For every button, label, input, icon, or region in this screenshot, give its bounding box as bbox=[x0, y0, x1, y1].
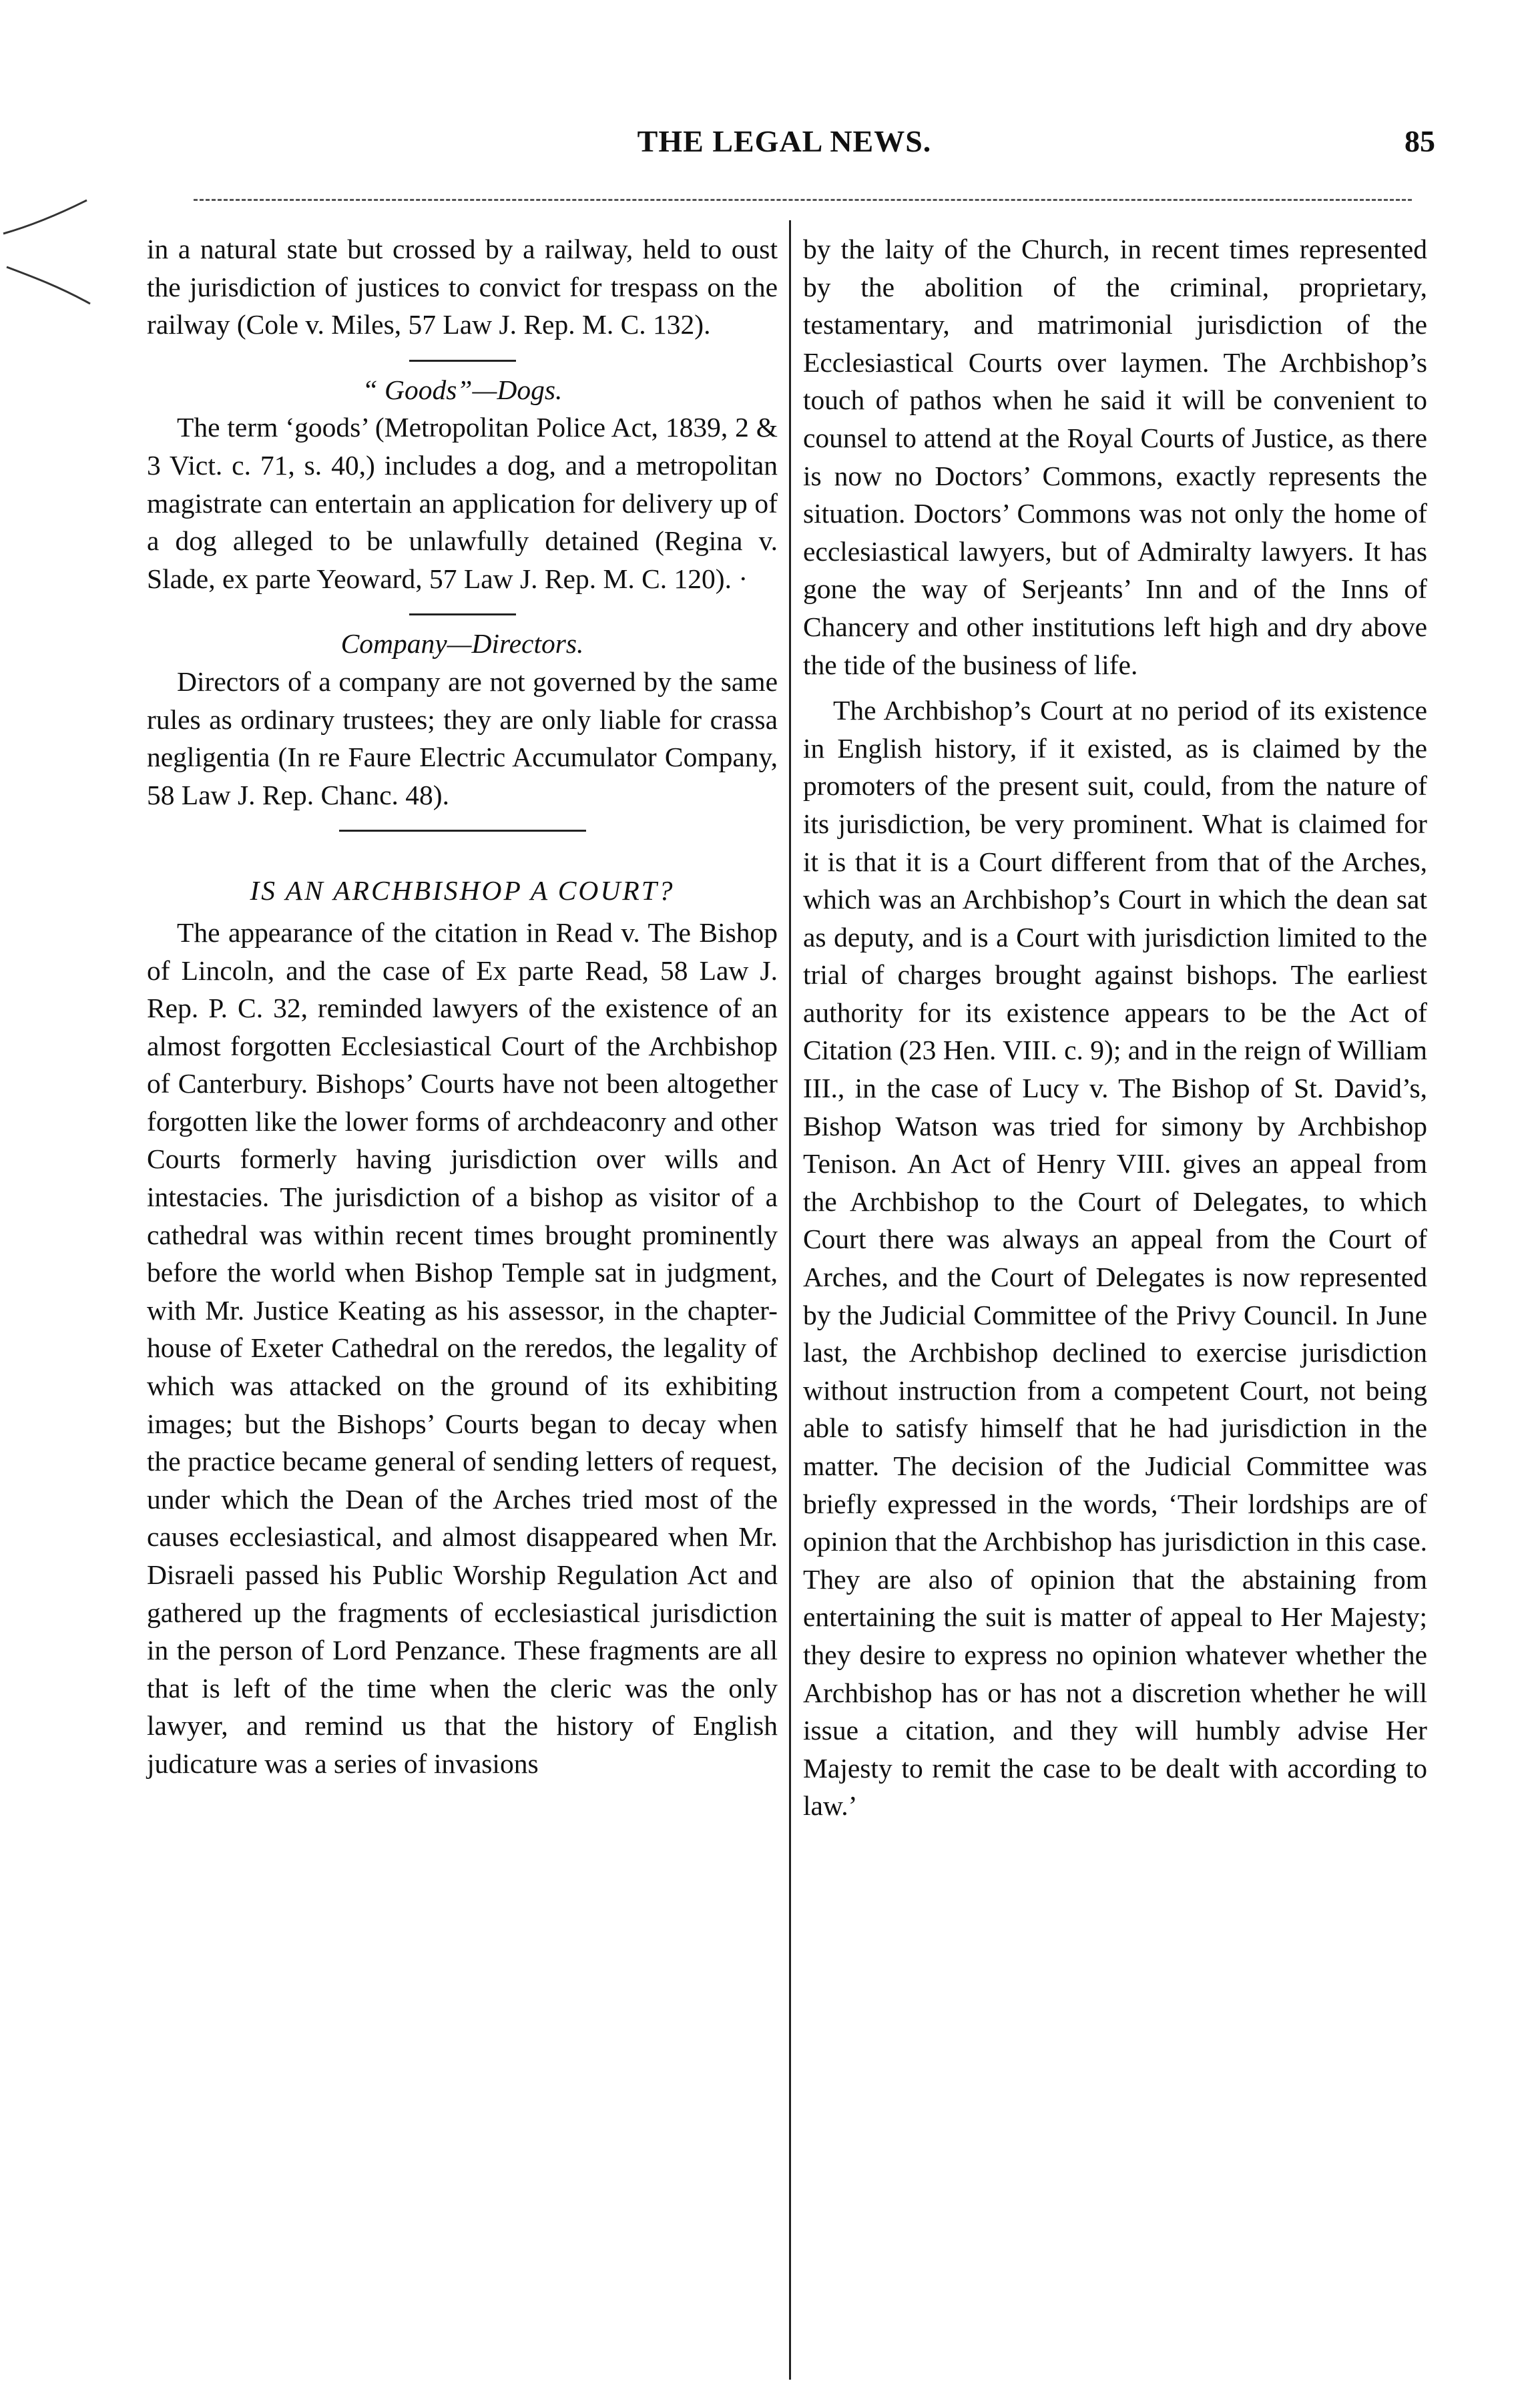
continuation-paragraph: in a natural state but crossed by a railway, held to oust the jurisdiction of justices to convict for trespass on the railway (Cole v. Miles, 57 Law J. Rep. M. C. 132). bbox=[147, 234, 778, 340]
page-number: 85 bbox=[1404, 124, 1435, 158]
left-column bbox=[147, 230, 778, 1783]
section-heading-goods-dogs: “ Goods”—Dogs. bbox=[362, 374, 563, 405]
article-paragraph: The Archbishop’s Court at no period of its existence in English history, if it existed, as is claimed by the promoters of the present suit, could, from the nature of its jurisdiction, be very prominent. What is claimed for it is that it is a Court different from that of the Arches, which was an Archbishop’s Court in which the dean sat as deputy, and is a Court with jurisdiction limited to the trial of charges brought against bishops. The earliest authority for its existence appears to be the Act of Citation (23 Hen. VIII. c. 9); and in the reign of William III., in the case of Lucy v. The Bishop of St. David’s, Bishop Watson was tried for simony by Archbishop Tenison. An Act of Henry VIII. gives an appeal from the Archbishop to the Court of Delegates, to which Court there was always an appeal from the Court of Arches, and the Court of Delegates is now represented by the Judicial Committee of the Privy Council. In June last, the Archbishop declined to exercise jurisdiction without instruction from a competent Court, not being able to satisfy himself that he had jurisdiction in the matter. The decision of the Judicial Committee was briefly expressed in the words, ‘Their lordships are of opinion that the Archbishop has jurisdiction in this case. They are also of opinion that the abstaining from entertaining the suit is matter of appeal to Her Majesty; they desire to express no opinion whatever whether the Archbishop has or has not a discretion whether he will issue a citation, and they will humbly advise Her Majesty to remit the case to be dealt with according to law.’ bbox=[803, 695, 1427, 1822]
article-title: IS AN ARCHBISHOP A COURT? bbox=[250, 875, 675, 906]
header-rule bbox=[194, 199, 1412, 201]
section-body-company-directors: Directors of a company are not governed by the same rules as ordinary trustees; they are only liable for crassa negligentia (In re Faure Electric Accumulator Company, 58 Law J. Rep. Chanc. 48). bbox=[147, 666, 778, 810]
section-divider bbox=[409, 360, 516, 362]
article-paragraph: by the laity of the Church, in recent times represented by the abolition of the criminal, proprietary, testamentary, and matrimonial jurisdiction of the Ecclesiastical Courts over laymen. The Archbishop’s touch of pathos when he said it will be convenient to counsel to attend at the Royal Courts of Justice, as there is now no Doctors’ Commons, exactly represents the situation. Doctors’ Commons was not only the home of ecclesiastical lawyers, but of Admiralty lawyers. It has gone the way of Serjeants’ Inn and of the Inns of Chancery and other institutions left high and dry above the tide of the business of life. bbox=[803, 234, 1427, 680]
article-divider bbox=[339, 830, 586, 832]
section-heading-company-directors: Company—Directors. bbox=[340, 628, 584, 659]
section-body-goods-dogs: The term ‘goods’ (Metropolitan Police Act, 1839, 2 & 3 Vict. c. 71, s. 40,) includes a dog, and a metropolitan magistrate can entertain an application for delivery up of a dog alleged to be unlawfully detained (Regina v. Slade, ex parte Yeoward, 57 Law J. Rep. M. C. 120). · bbox=[147, 412, 778, 594]
article-paragraph: The appearance of the citation in Read v. The Bishop of Lincoln, and the case of Ex parte Read, 58 Law J. Rep. P. C. 32, reminded lawyers of the existence of an almost forgotten Ecclesiastical Court of the Archbishop of Canterbury. Bishops’ Courts have not been altogether forgotten like the lower forms of archdeaconry and other Courts formerly having jurisdiction over wills and intestacies. The jurisdiction of a bishop as visitor of a cathedral was within recent times brought prominently before the world when Bishop Temple sat in judgment, with Mr. Justice Keating as his assessor, in the chapter-house of Exeter Cathedral on the reredos, the legality of which was attacked on the ground of its exhibiting images; but the Bishops’ Courts began to decay when the practice became general of sending letters of request, under which the Dean of the Arches tried most of the causes ecclesiastical, and almost disappeared when Mr. Disraeli passed his Public Worship Regulation Act and gathered up the fragments of ecclesiastical jurisdiction in the person of Lord Penzance. These fragments are all that is left of the time when the cleric was the only lawyer, and remind us that the history of English judicature was a series of invasions bbox=[147, 916, 778, 1779]
column-divider bbox=[789, 220, 791, 2380]
right-column bbox=[803, 230, 1427, 1825]
page-header bbox=[134, 123, 1435, 184]
margin-pencil-mark bbox=[0, 194, 100, 320]
section-divider bbox=[409, 613, 516, 615]
running-title: THE LEGAL NEWS. bbox=[637, 124, 932, 158]
